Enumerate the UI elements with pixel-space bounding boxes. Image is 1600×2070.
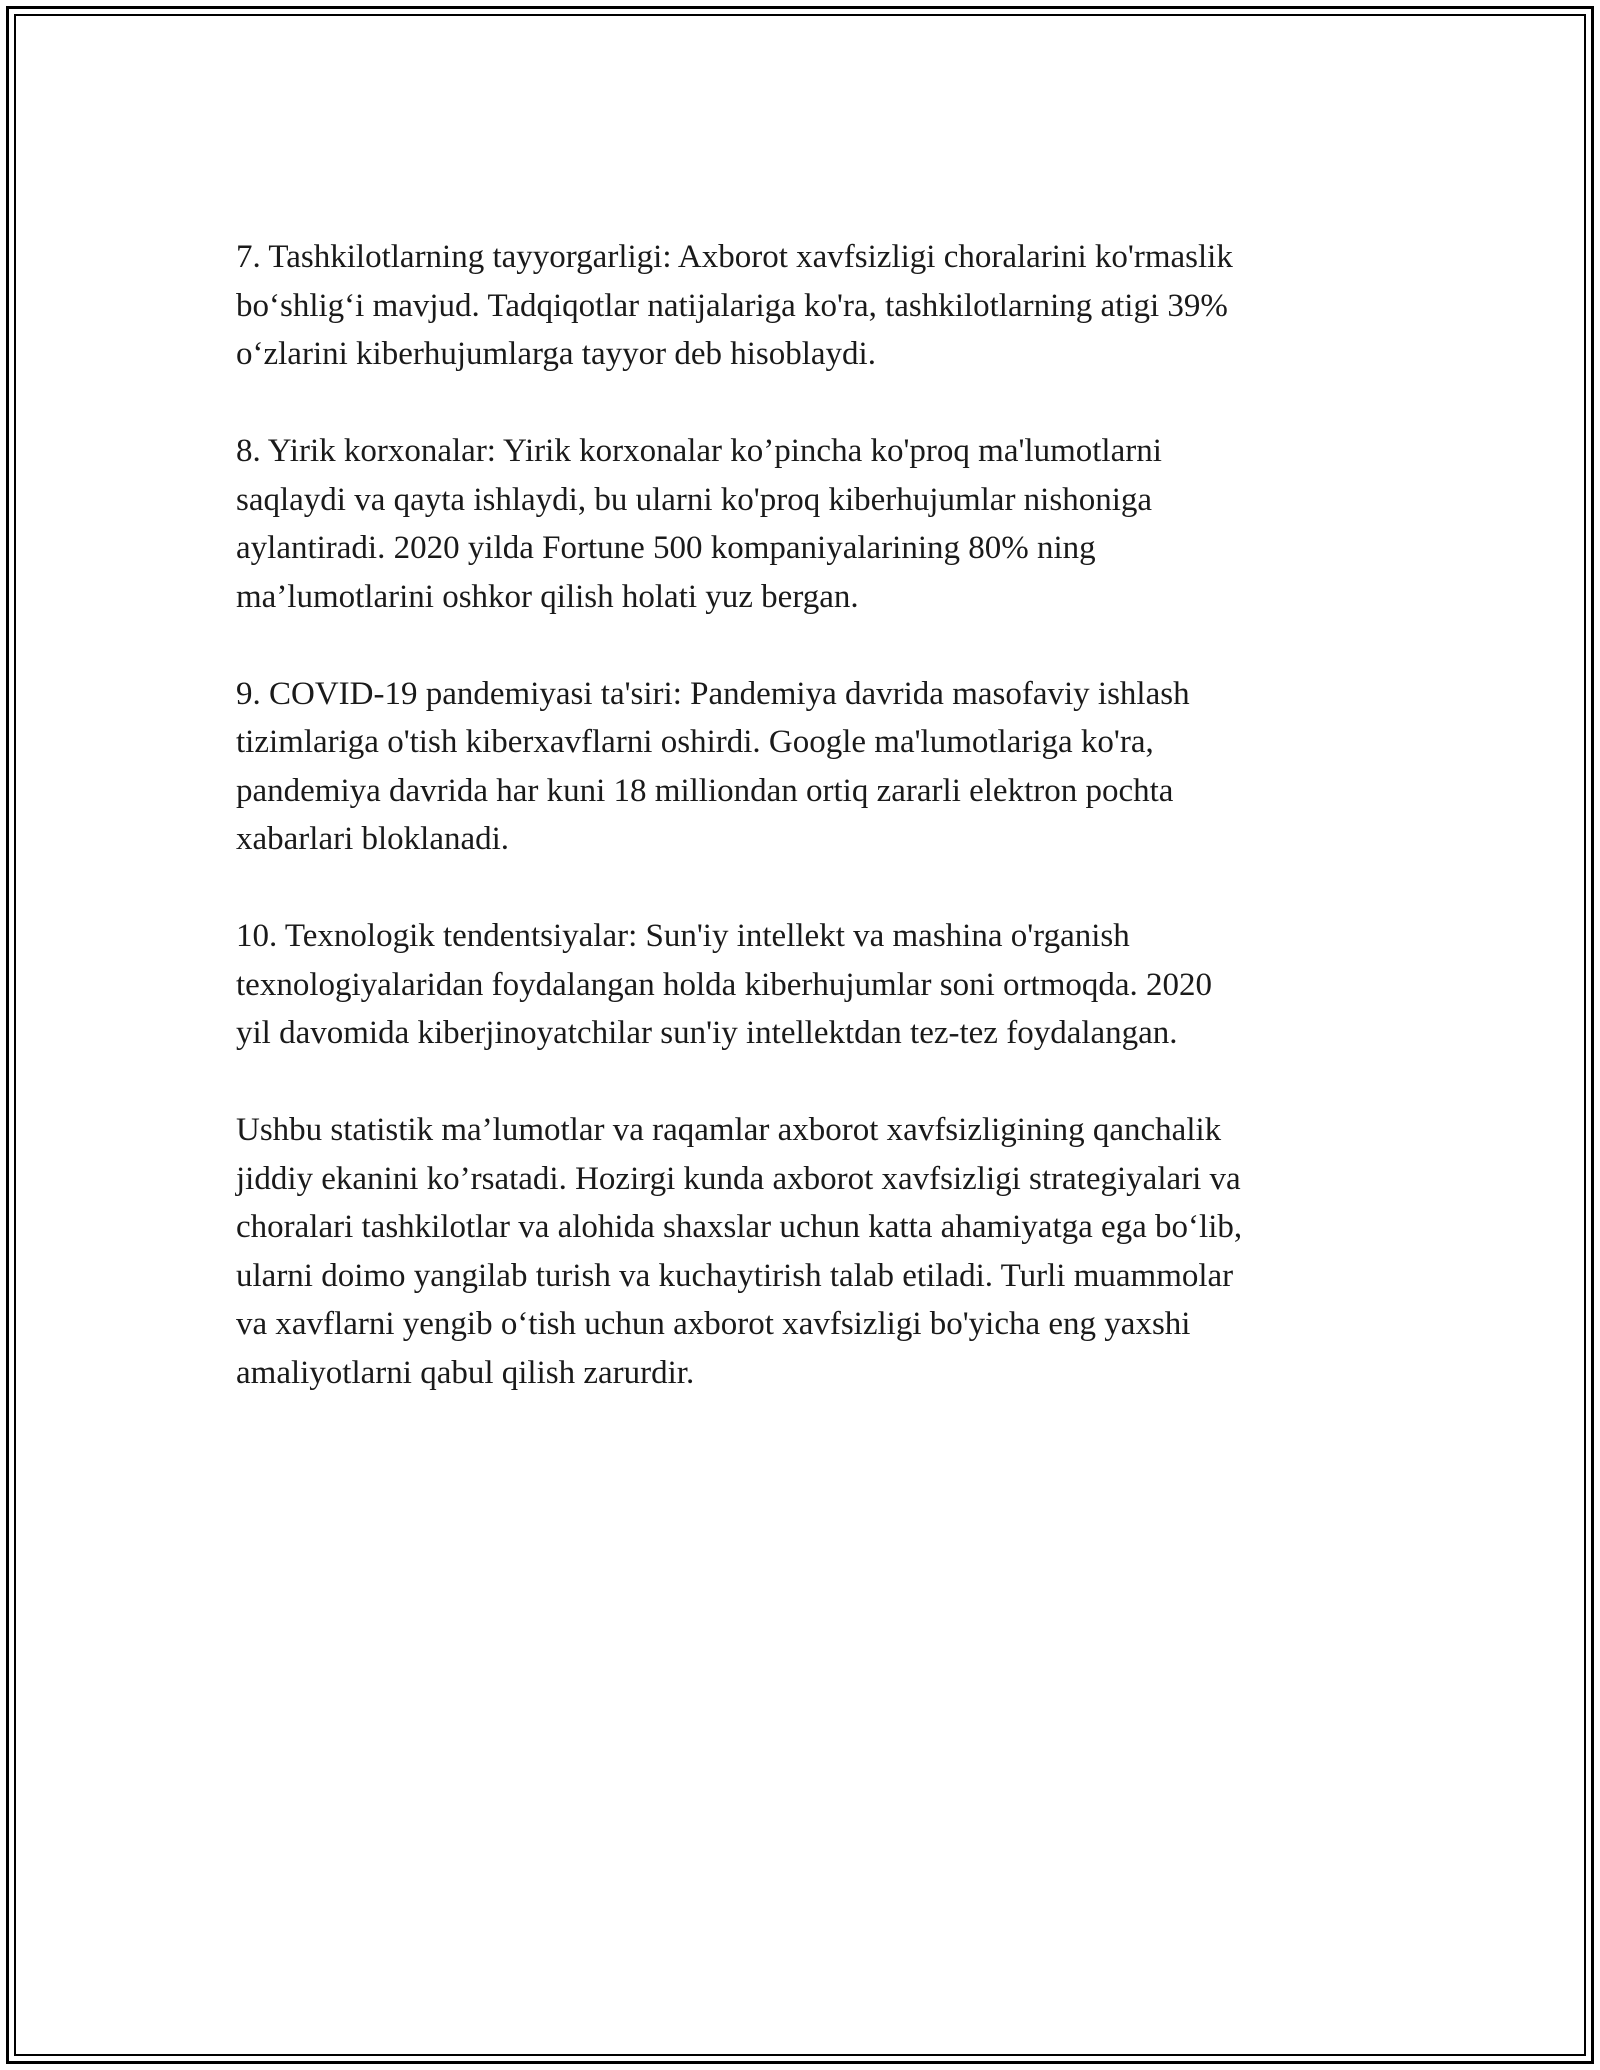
paragraph-organizational-readiness: 7. Tashkilotlarning tayyorgarligi: Axborot xavfsizligi choralarini ko'rmaslik bo‘shlig‘i mavjud. Tadqiqotlar natijalariga ko'ra, tashkilotlarning atigi 39% o‘zlarini kiberhujumlarga tayyor deb hisoblaydi.	[236, 239, 1233, 372]
paragraph-covid-impact: 9. COVID-19 pandemiyasi ta'siri: Pandemiya davrida masofaviy ishlash tizimlariga o'tish kiberxavflarni oshirdi. Google ma'lumotlariga ko'ra, pandemiya davrida har kuni 18 milliondan ortiq zararli elektron pochta xabarlari bloklanadi.	[236, 675, 1190, 857]
paragraph-conclusion: Ushbu statistik ma’lumotlar va raqamlar axborot xavfsizligining qanchalik jiddiy ekanini ko’rsatadi. Hozirgi kunda axborot xavfsizligi strategiyalari va choralari tashkilotlar va alohida shaxslar uchun katta ahamiyatga ega bo‘lib, ularni doimo yangilab turish va kuchaytirish talab etiladi. Turli muammolar va xavflarni yengib o‘tish uchun axborot xavfsizligi bo'yicha eng yaxshi amaliyotlarni qabul qilish zarurdir.	[236, 1112, 1243, 1391]
paragraph-large-enterprises: 8. Yirik korxonalar: Yirik korxonalar ko’pincha ko'proq ma'lumotlarni saqlaydi va qayta ishlaydi, bu ularni ko'proq kiberhujumlar nishoniga aylantiradi. 2020 yilda Fortune 500 kompaniyalarining 80% ning ma’lumotlarini oshkor qilish holati yuz bergan.	[236, 433, 1162, 615]
document-body	[236, 233, 1376, 1446]
paragraph-technology-trends: 10. Texnologik tendentsiyalar: Sun'iy intellekt va mashina o'rganish texnologiyalaridan foydalangan holda kiberhujumlar soni ortmoqda. 2020 yil davomida kiberjinoyatchilar sun'iy intellektdan tez-tez foydalangan.	[236, 918, 1213, 1051]
